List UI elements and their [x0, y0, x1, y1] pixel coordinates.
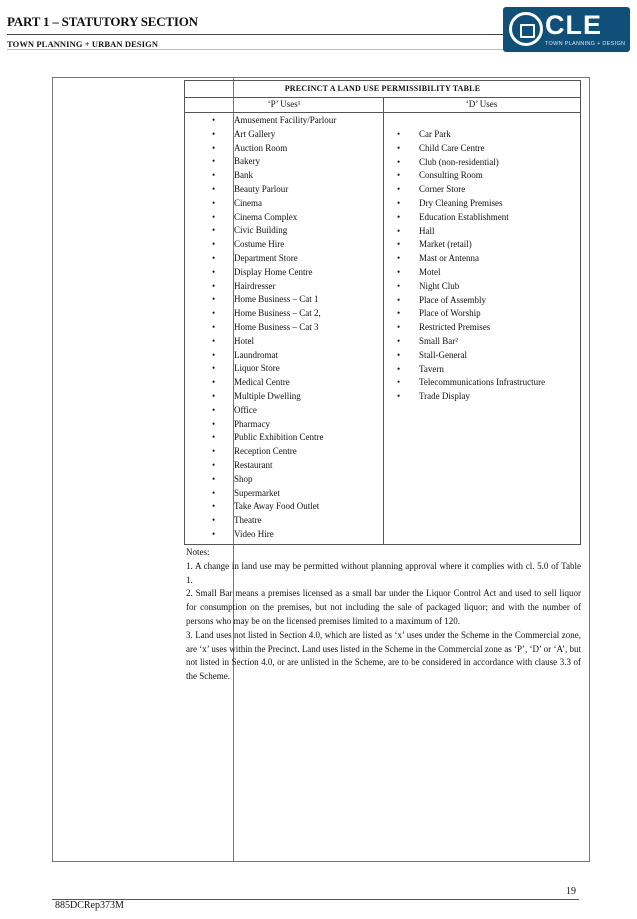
document-reference: 885DCRep373M — [55, 900, 124, 911]
table-notes — [186, 546, 581, 684]
list-item: • Mast or Antenna — [397, 252, 549, 266]
list-item: • Theatre — [212, 514, 336, 528]
list-item: • Dry Cleaning Premises — [397, 197, 549, 211]
list-item: • Restricted Premises — [397, 321, 549, 335]
list-item: • Home Business – Cat 2, — [212, 307, 336, 321]
list-item: • Costume Hire — [212, 238, 336, 252]
note-item: 1. A change in land use may be permitted without planning approval where it complies with cl. 5.0 of Table 1. — [186, 560, 581, 585]
building-icon — [509, 12, 543, 46]
list-item: • Cinema — [212, 197, 336, 211]
list-item: • Display Home Centre — [212, 266, 336, 280]
list-item: • Auction Room — [212, 142, 336, 156]
document-section-title: PART 1 – STATUTORY SECTION — [7, 14, 198, 29]
list-item: • Office — [212, 404, 336, 418]
list-item: • Hairdresser — [212, 280, 336, 294]
list-item: • Consulting Room — [397, 169, 549, 183]
footer-divider — [52, 899, 579, 900]
list-item: • Beauty Parlour — [212, 183, 336, 197]
list-item: • Small Bar² — [397, 335, 549, 349]
list-item: • Home Business – Cat 1 — [212, 293, 336, 307]
list-item: • Car Park — [397, 128, 549, 142]
list-item: • Video Hire — [212, 528, 336, 542]
list-item: • Hall — [397, 225, 549, 239]
list-item: • Place of Assembly — [397, 294, 549, 308]
page-number: 19 — [566, 886, 576, 897]
list-item: • Shop — [212, 473, 336, 487]
list-item: • Motel — [397, 266, 549, 280]
d-uses-heading: ‘D’ Uses — [383, 97, 580, 113]
company-logo — [503, 7, 630, 52]
list-item: • Place of Worship — [397, 307, 549, 321]
p-uses-heading: ‘P’ Uses¹ — [185, 97, 383, 113]
list-item: • Art Gallery — [212, 128, 336, 142]
list-item: • Pharmacy — [212, 418, 336, 432]
list-item: • Trade Display — [397, 390, 549, 404]
list-item: • Bank — [212, 169, 336, 183]
document-subtitle: TOWN PLANNING + URBAN DESIGN — [7, 39, 159, 49]
list-item: • Take Away Food Outlet — [212, 500, 336, 514]
logo-text: CLE — [545, 10, 602, 40]
list-item: • Liquor Store — [212, 362, 336, 376]
header-divider — [7, 34, 507, 35]
list-item: • Public Exhibition Centre — [212, 431, 336, 445]
notes-heading: Notes: — [186, 547, 210, 557]
list-item: • Amusement Facility/Parlour — [212, 114, 336, 128]
header-divider-secondary — [7, 49, 507, 50]
list-item: • Corner Store — [397, 183, 549, 197]
list-item: • Multiple Dwelling — [212, 390, 336, 404]
list-item: • Child Care Centre — [397, 142, 549, 156]
list-item: • Civic Building — [212, 224, 336, 238]
note-item: 2. Small Bar means a premises licensed as a small bar under the Liquor Control Act and used to sell liquor for consumption on the premises, but not including the sale of packaged liquor; and with the number of persons who may be on the licensed premises limited to a maximum of 120. — [186, 588, 581, 626]
p-uses-list — [212, 114, 336, 542]
list-item: • Cinema Complex — [212, 211, 336, 225]
list-item: • Department Store — [212, 252, 336, 266]
list-item: • Supermarket — [212, 487, 336, 501]
list-item: • Stall-General — [397, 349, 549, 363]
list-item: • Bakery — [212, 155, 336, 169]
list-item: • Home Business – Cat 3 — [212, 321, 336, 335]
d-uses-list — [397, 128, 549, 404]
list-item: • Education Establishment — [397, 211, 549, 225]
list-item: • Medical Centre — [212, 376, 336, 390]
list-item: • Market (retail) — [397, 238, 549, 252]
list-item: • Telecommunications Infrastructure — [397, 376, 549, 390]
logo-tagline: TOWN PLANNING + DESIGN — [545, 41, 626, 47]
list-item: • Laundromat — [212, 349, 336, 363]
list-item: • Reception Centre — [212, 445, 336, 459]
note-item: 3. Land uses not listed in Section 4.0, which are listed as ‘x’ uses under the Scheme in the Commercial zone, are ‘x’ uses within the Precinct. Land uses listed in the Scheme in the Commercial zone as ‘P’, ‘D’ or ‘A’, but not listed in Section 4.0, or are unlisted in the Scheme, are to be considered in accordance with clause 3.3 of the Scheme. — [186, 629, 581, 682]
list-item: • Hotel — [212, 335, 336, 349]
list-item: • Restaurant — [212, 459, 336, 473]
list-item: • Club (non-residential) — [397, 156, 549, 170]
list-item: • Tavern — [397, 363, 549, 377]
list-item: • Night Club — [397, 280, 549, 294]
table-column-divider — [383, 97, 384, 544]
table-title: PRECINCT A LAND USE PERMISSIBILITY TABLE — [185, 81, 580, 98]
